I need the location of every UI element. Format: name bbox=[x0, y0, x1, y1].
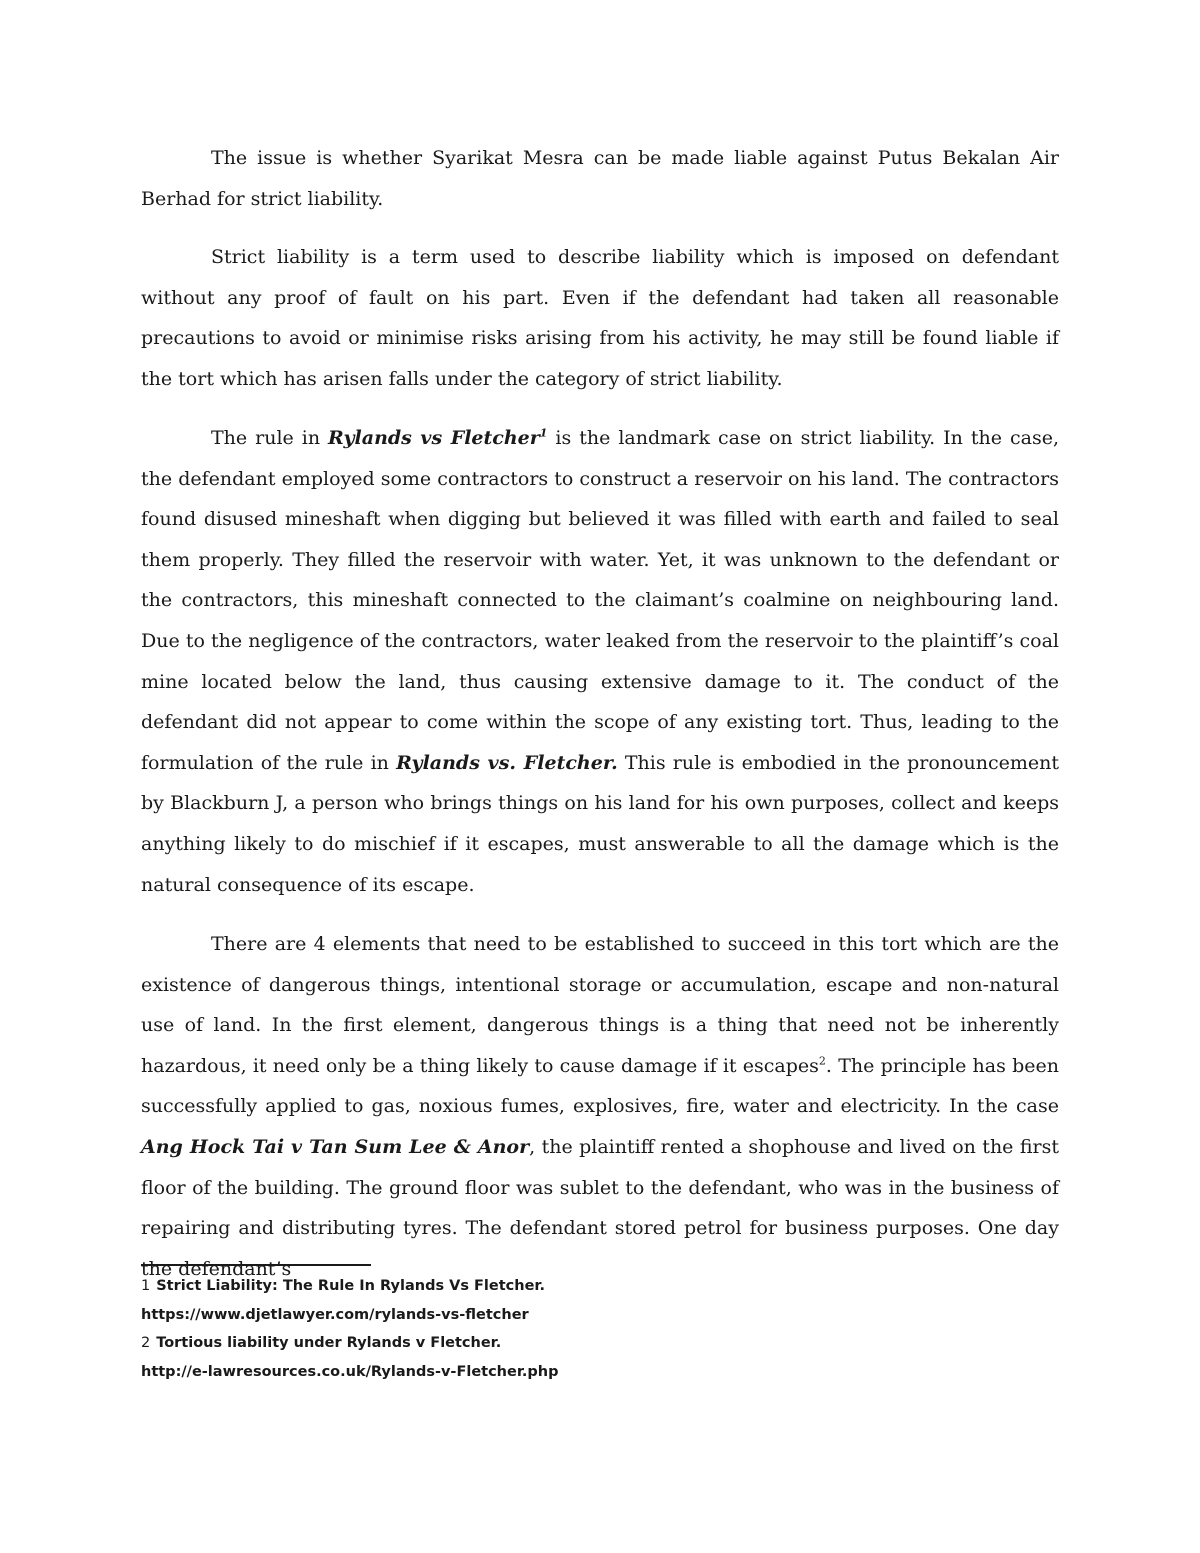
footnote-link[interactable]: http://e-lawresources.co.uk/Rylands-v-Fletcher.php bbox=[141, 1363, 559, 1380]
footnote-link[interactable]: https://www.djetlawyer.com/rylands-vs-fletcher bbox=[141, 1306, 529, 1323]
footnote-number: 1 bbox=[141, 1278, 151, 1294]
paragraph-text: There are 4 elements that need to be established to succeed in this tort which are the existence of dangerous things, intentional storage or accumulation, escape and non-natural use of land. In the first element, dangerous things is a thing that need not be inherently hazardous, it need only be a thing likely to cause damage if it escapes bbox=[141, 933, 1059, 1077]
case-name-rylands-vs-fletcher-2: Rylands vs. Fletcher. bbox=[396, 751, 618, 774]
footnote-title: Strict Liability: The Rule In Rylands Vs Fletcher. bbox=[156, 1278, 546, 1294]
footnote-ref-2: 2 bbox=[818, 1054, 826, 1068]
footnotes bbox=[141, 1272, 1041, 1386]
footnote-1-title bbox=[141, 1272, 1041, 1301]
paragraph-text: This rule is embodied in the pronouncement by Blackburn J, a person who brings things on his land for his own purposes, collect and keeps anything likely to do mischief if it escapes, must answerable to all the damage which is the natural consequence of its escape. bbox=[141, 751, 1059, 896]
paragraph-text: The rule in bbox=[211, 427, 329, 449]
paragraph-rylands-rule bbox=[141, 418, 1059, 905]
paragraph-text: , the plaintiff rented a shophouse and lived on the first floor of the building. The ground floor was sublet to the defendant, who was in the business of repairing and distributing tyres. The defendant stored petrol for business purposes. One day the defendant’s bbox=[141, 1135, 1059, 1280]
footnote-title: Tortious liability under Rylands v Fletcher. bbox=[156, 1335, 502, 1351]
paragraph-strict-liability-definition: Strict liability is a term used to describe liability which is imposed on defendant without any proof of fault on his part. Even if the defendant had taken all reasonable precautions to avoid or minimise risks arising from his activity, he may still be found liable if the tort which has arisen falls under the category of strict liability. bbox=[141, 246, 1059, 390]
footnote-2-url[interactable] bbox=[141, 1358, 1041, 1387]
case-name-rylands-vs-fletcher: Rylands vs Fletcher bbox=[328, 427, 540, 449]
footnote-ref-1: 1 bbox=[539, 426, 548, 440]
footnote-2-title bbox=[141, 1329, 1041, 1358]
paragraph-text: is the landmark case on strict liability. In the case, the defendant employed some contractors to construct a reservoir on his land. The contractors found disused mineshaft when digging but believed it was filled with earth and failed to seal them properly. They filled the reservoir with water. Yet, it was unknown to the defendant or the contractors, this mineshaft connected to the claimant’s coalmine on neighbouring land. Due to the negligence of the contractors, water leaked from the reservoir to the plaintiff’s coal mine located below the land, thus causing extensive damage to it. The conduct of the defendant did not appear to come within the scope of any existing tort. Thus, leading to the formulation of the rule in bbox=[141, 427, 1059, 774]
paragraph-elements bbox=[141, 924, 1059, 1289]
footnote-separator bbox=[141, 1264, 371, 1266]
paragraph-issue: The issue is whether Syarikat Mesra can be made liable against Putus Bekalan Air Berhad for strict liability. bbox=[141, 147, 1059, 210]
paragraph-text: . The principle has been successfully applied to gas, noxious fumes, explosives, fire, water and electricity. In the case bbox=[141, 1054, 1059, 1118]
footnote-number: 2 bbox=[141, 1335, 151, 1351]
case-name-ang-hock-tai: Ang Hock Tai v Tan Sum Lee & Anor bbox=[141, 1135, 530, 1158]
footnote-1-url[interactable] bbox=[141, 1301, 1041, 1330]
